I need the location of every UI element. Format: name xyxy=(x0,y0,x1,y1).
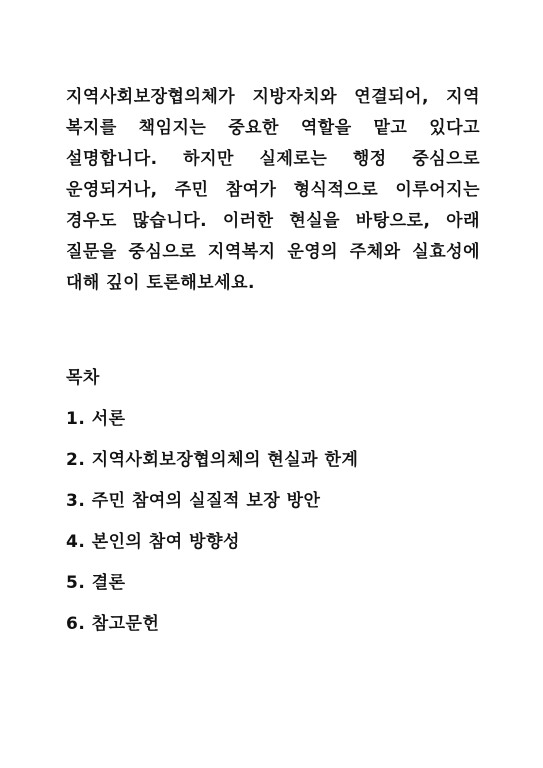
toc-item-introduction: 1. 서론 xyxy=(66,409,126,429)
intro-paragraph: 지역사회보장협의체가 지방자치와 연결되어, 지역 복지를 책임지는 중요한 역할을 맡고 있다고 설명합니다. 하지만 실제로는 행정 중심으로 운영되거나, 주민 참여가 형식적으로 이루어지는 경우도 많습니다. 이러한 현실을 바탕으로, 아래 질문을 중심으로 지역복지 운영의 주체와 실효성에 대해 깊이 토론해보세요. xyxy=(66,87,480,293)
toc-item-conclusion: 5. 결론 xyxy=(66,573,126,593)
toc-item-participation-measures: 3. 주민 참여의 실질적 보장 방안 xyxy=(66,491,321,511)
toc-item-personal-direction: 4. 본인의 참여 방향성 xyxy=(66,532,240,552)
toc-heading: 목차 xyxy=(66,368,100,388)
table-of-contents xyxy=(66,366,480,653)
toc-item-reality-limits: 2. 지역사회보장협의체의 현실과 한계 xyxy=(66,450,359,470)
toc-item-references: 6. 참고문헌 xyxy=(66,614,160,634)
